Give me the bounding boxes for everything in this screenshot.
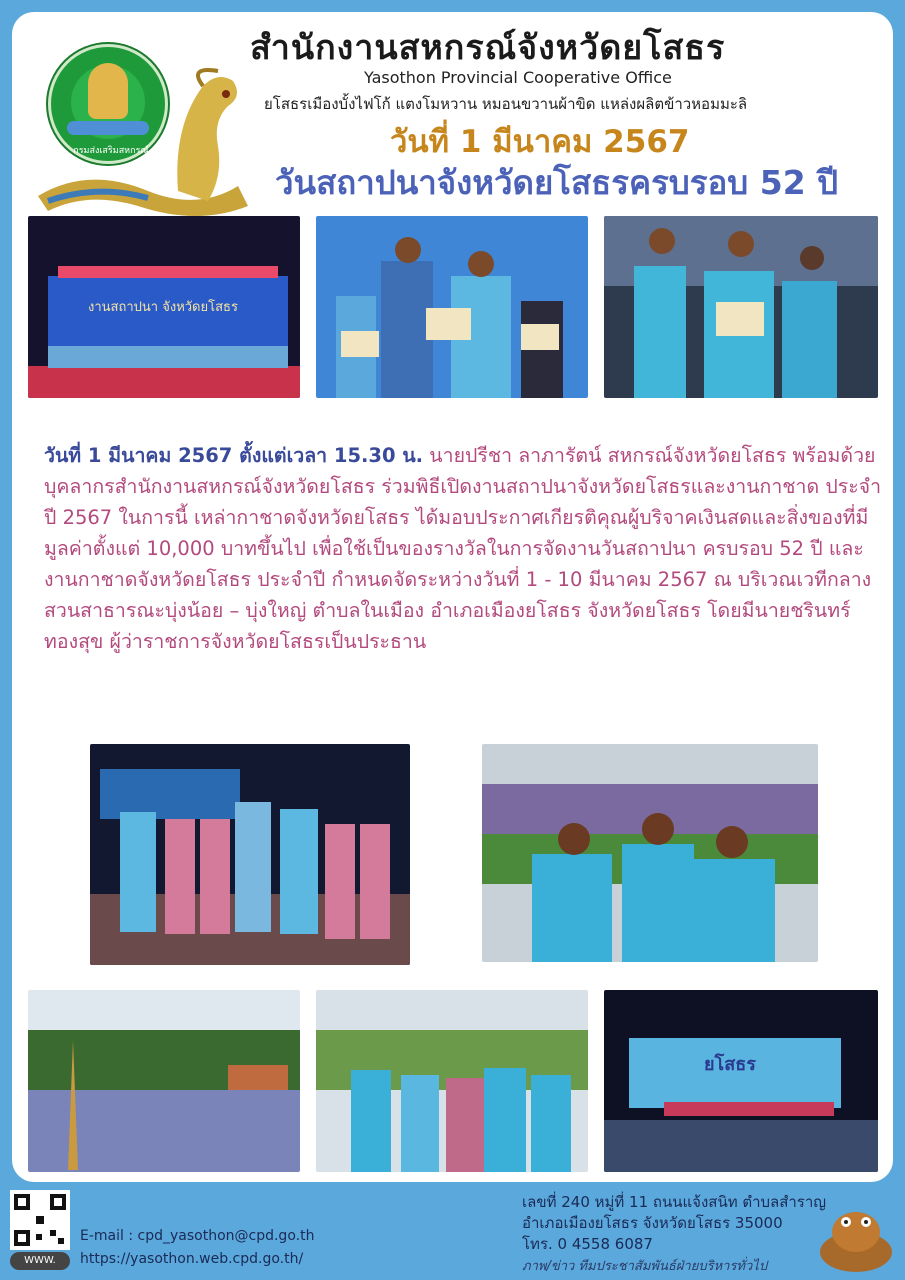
toad-statue-image: [814, 1196, 898, 1276]
event-date: วันที่ 1 มีนาคม 2567: [390, 124, 690, 160]
news-body-text: นายปรีชา ลาภารัตน์ สหกรณ์จังหวัดยโสธร พร้อมด้วยบุคลากรสำนักงานสหกรณ์จังหวัดยโสธร ร่วมพิธีเปิดงานสถาปนาจังหวัดยโสธรและงานกาชาด ประจำปี 2567 ในการนี้ เหล่ากาชาดจังหวัดยโสธร ได้มอบประกาศเกียรติคุณผู้บริจาคเงินสดและสิ่งของที่มีมูลค่าตั้งแต่ 10,000 บาทขึ้นไป เพื่อใช้เป็นของรางวัลในการจัดงานวันสถาปนา ครบรอบ 52 ปี และงานกาชาดจังหวัดยโสธร ประจำปี กำหนดจัดระหว่างวันที่ 1 - 10 มีนาคม 2567 ณ บริเวณเวทีกลางสวนสาธารณะบุ่งน้อย – บุ่งใหญ่ ตำบลในเมือง อำเภอเมืองยโสธร จังหวัดยโสธร โดยมีนายชรินทร์ ทองสุข ผู้ว่าราชการจังหวัดยโสธรเป็นประธาน: [44, 444, 882, 653]
logo-text: กรมส่งเสริมสหกรณ์: [73, 146, 149, 156]
staff-group-field-photo: [316, 990, 588, 1172]
email-link[interactable]: E-mail : cpd_yasothon@cpd.go.th: [80, 1228, 315, 1244]
crowd-field-photo: [28, 990, 300, 1172]
group-night-photo: [90, 744, 410, 965]
stage-ceremony-photo: [28, 216, 300, 398]
qr-code[interactable]: [10, 1190, 70, 1250]
address-line-2: อำเภอเมืองยโสธร จังหวัดยโสธร 35000: [522, 1214, 783, 1232]
stage-title: งานสถาปนา จังหวัดยโสธร: [88, 300, 238, 315]
phone-number: โทร. 0 4558 6087: [522, 1235, 653, 1253]
news-date-lead: วันที่ 1 มีนาคม 2567 ตั้งแต่เวลา 15.30 น.: [44, 444, 424, 467]
www-badge: WWW.: [10, 1252, 70, 1270]
concert-stage-photo: [604, 990, 878, 1172]
naga-statue-image: [28, 66, 268, 216]
event-title: วันสถาปนาจังหวัดยโสธรครบรอบ 52 ปี: [275, 163, 839, 202]
office-title-en: Yasothon Provincial Cooperative Office: [364, 68, 672, 87]
website-link[interactable]: https://yasothon.web.cpd.go.th/: [80, 1251, 304, 1267]
trio-outdoor-photo: [482, 744, 818, 962]
news-body: [44, 440, 884, 657]
province-slogan: ยโสธรเมืองบั้งไฟโก้ แตงโมหวาน หมอนขวานผ้าขิด แหล่งผลิตข้าวหอมมะลิ: [264, 95, 748, 113]
certificate-presentation-photo: [316, 216, 588, 398]
staff-with-certificate-photo: [604, 216, 878, 398]
banner-text: ยโสธร: [704, 1054, 756, 1075]
address-line-1: เลขที่ 240 หมู่ที่ 11 ถนนแจ้งสนิท ตำบลสำราญ: [522, 1193, 827, 1211]
office-title-th: สำนักงานสหกรณ์จังหวัดยโสธร: [250, 28, 726, 68]
photo-credit: ภาพ/ข่าว ทีมประชาสัมพันธ์ฝ่ายบริหารทั่วไป: [522, 1259, 768, 1274]
